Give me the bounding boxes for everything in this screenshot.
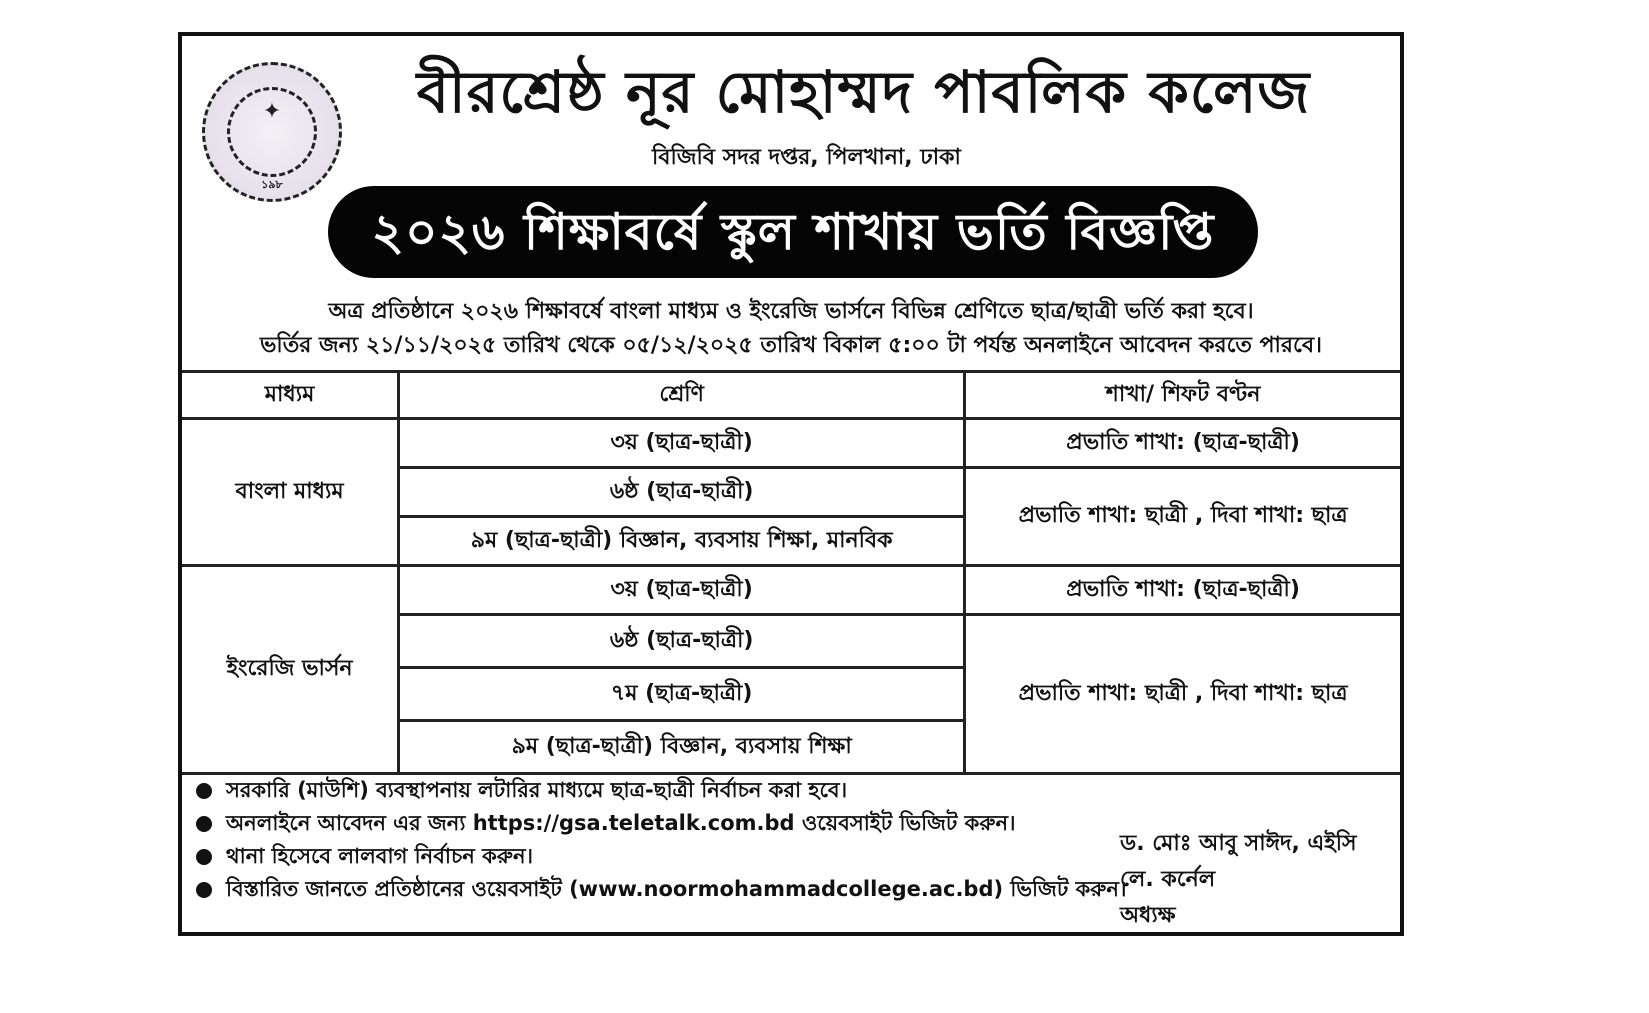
- shift-cell: প্রভাতি শাখা: (ছাত্র-ছাত্রী): [965, 419, 1400, 468]
- note-text: সরকারি (মাউশি) ব্যবস্থাপনায় লটারির মাধ্যমে ছাত্র-ছাত্রী নির্বাচন করা হবে।: [226, 778, 848, 802]
- class-cell: ৩য় (ছাত্র-ছাত্রী): [399, 566, 965, 615]
- table-row: [182, 419, 1400, 468]
- class-cell: ৯ম (ছাত্র-ছাত্রী) বিজ্ঞান, ব্যবসায় শিক্ষা, মানবিক: [399, 517, 965, 566]
- seal-year: ১৯৮: [261, 178, 283, 191]
- intro-line-2: ভর্তির জন্য ২১/১১/২০২৫ তারিখ থেকে ০৫/১২/২০২৫ তারিখ বিকাল ৫:০০ টা পর্যন্ত অনলাইনে আবেদন করতে পারবে।: [260, 333, 1322, 358]
- header-medium: মাধ্যম: [182, 372, 399, 419]
- table-row: [182, 566, 1400, 615]
- class-cell: ৭ম (ছাত্র-ছাত্রী): [399, 668, 965, 721]
- institution-address: বিজিবি সদর দপ্তর, পিলখানা, ঢাকা: [652, 145, 961, 170]
- signatory-name: ড. মোঃ আবু সাঈদ, এইসি: [1120, 831, 1357, 856]
- notes-list: [196, 774, 1126, 906]
- bullet-icon: [196, 882, 212, 898]
- class-cell: ৬ষ্ঠ (ছাত্র-ছাত্রী): [399, 468, 965, 517]
- note-text: বিস্তারিত জানতে প্রতিষ্ঠানের ওয়েবসাইট (www.noormohammadcollege.ac.bd) ভিজিট করুন।: [226, 877, 1127, 901]
- class-cell: ৩য় (ছাত্র-ছাত্রী): [399, 419, 965, 468]
- signature-block: [1120, 826, 1357, 934]
- intro-line-1: অত্র প্রতিষ্ঠানে ২০২৬ শিক্ষাবর্ষে বাংলা মাধ্যম ও ইংরেজি ভার্সনে বিভিন্ন শ্রেণিতে ছাত্র/ছাত্রী ভর্তি করা হবে।: [328, 299, 1254, 324]
- admission-notice: [178, 32, 1404, 936]
- bullet-icon: [196, 783, 212, 799]
- header-shift: শাখা/ শিফট বণ্টন: [965, 372, 1400, 419]
- note-item: [196, 807, 1126, 840]
- note-item: [196, 774, 1126, 807]
- bullet-icon: [196, 849, 212, 865]
- college-seal-icon: [202, 62, 342, 202]
- note-text: অনলাইনে আবেদন এর জন্য https://gsa.teletalk.com.bd ওয়েবসাইট ভিজিট করুন।: [226, 811, 1016, 835]
- note-item: [196, 840, 1126, 873]
- seal-emblem: ✦: [262, 99, 282, 124]
- class-cell: ৬ষ্ঠ (ছাত্র-ছাত্রী): [399, 615, 965, 668]
- bullet-icon: [196, 816, 212, 832]
- shift-cell: প্রভাতি শাখা: ছাত্রী , দিবা শাখা: ছাত্র: [965, 468, 1400, 566]
- class-cell: ৯ম (ছাত্র-ছাত্রী) বিজ্ঞান, ব্যবসায় শিক্ষা: [399, 721, 965, 774]
- shift-cell: প্রভাতি শাখা: ছাত্রী , দিবা শাখা: ছাত্র: [965, 615, 1400, 774]
- medium-english: ইংরেজি ভার্সন: [182, 566, 399, 774]
- shift-cell: প্রভাতি শাখা: (ছাত্র-ছাত্রী): [965, 566, 1400, 615]
- signatory-title: অধ্যক্ষ: [1120, 903, 1176, 928]
- notice-title-banner: ২০২৬ শিক্ষাবর্ষে স্কুল শাখায় ভর্তি বিজ্ঞপ্তি: [328, 186, 1258, 278]
- note-text: থানা হিসেবে লালবাগ নির্বাচন করুন।: [226, 844, 533, 868]
- signatory-rank: লে. কর্নেল: [1120, 867, 1216, 892]
- header-class: শ্রেণি: [399, 372, 965, 419]
- medium-bangla: বাংলা মাধ্যম: [182, 419, 399, 566]
- admission-table: [182, 370, 1400, 775]
- table-header-row: [182, 372, 1400, 419]
- institution-name: বীরশ্রেষ্ঠ নূর মোহাম্মদ পাবলিক কলেজ: [416, 58, 1311, 126]
- note-item: [196, 873, 1126, 906]
